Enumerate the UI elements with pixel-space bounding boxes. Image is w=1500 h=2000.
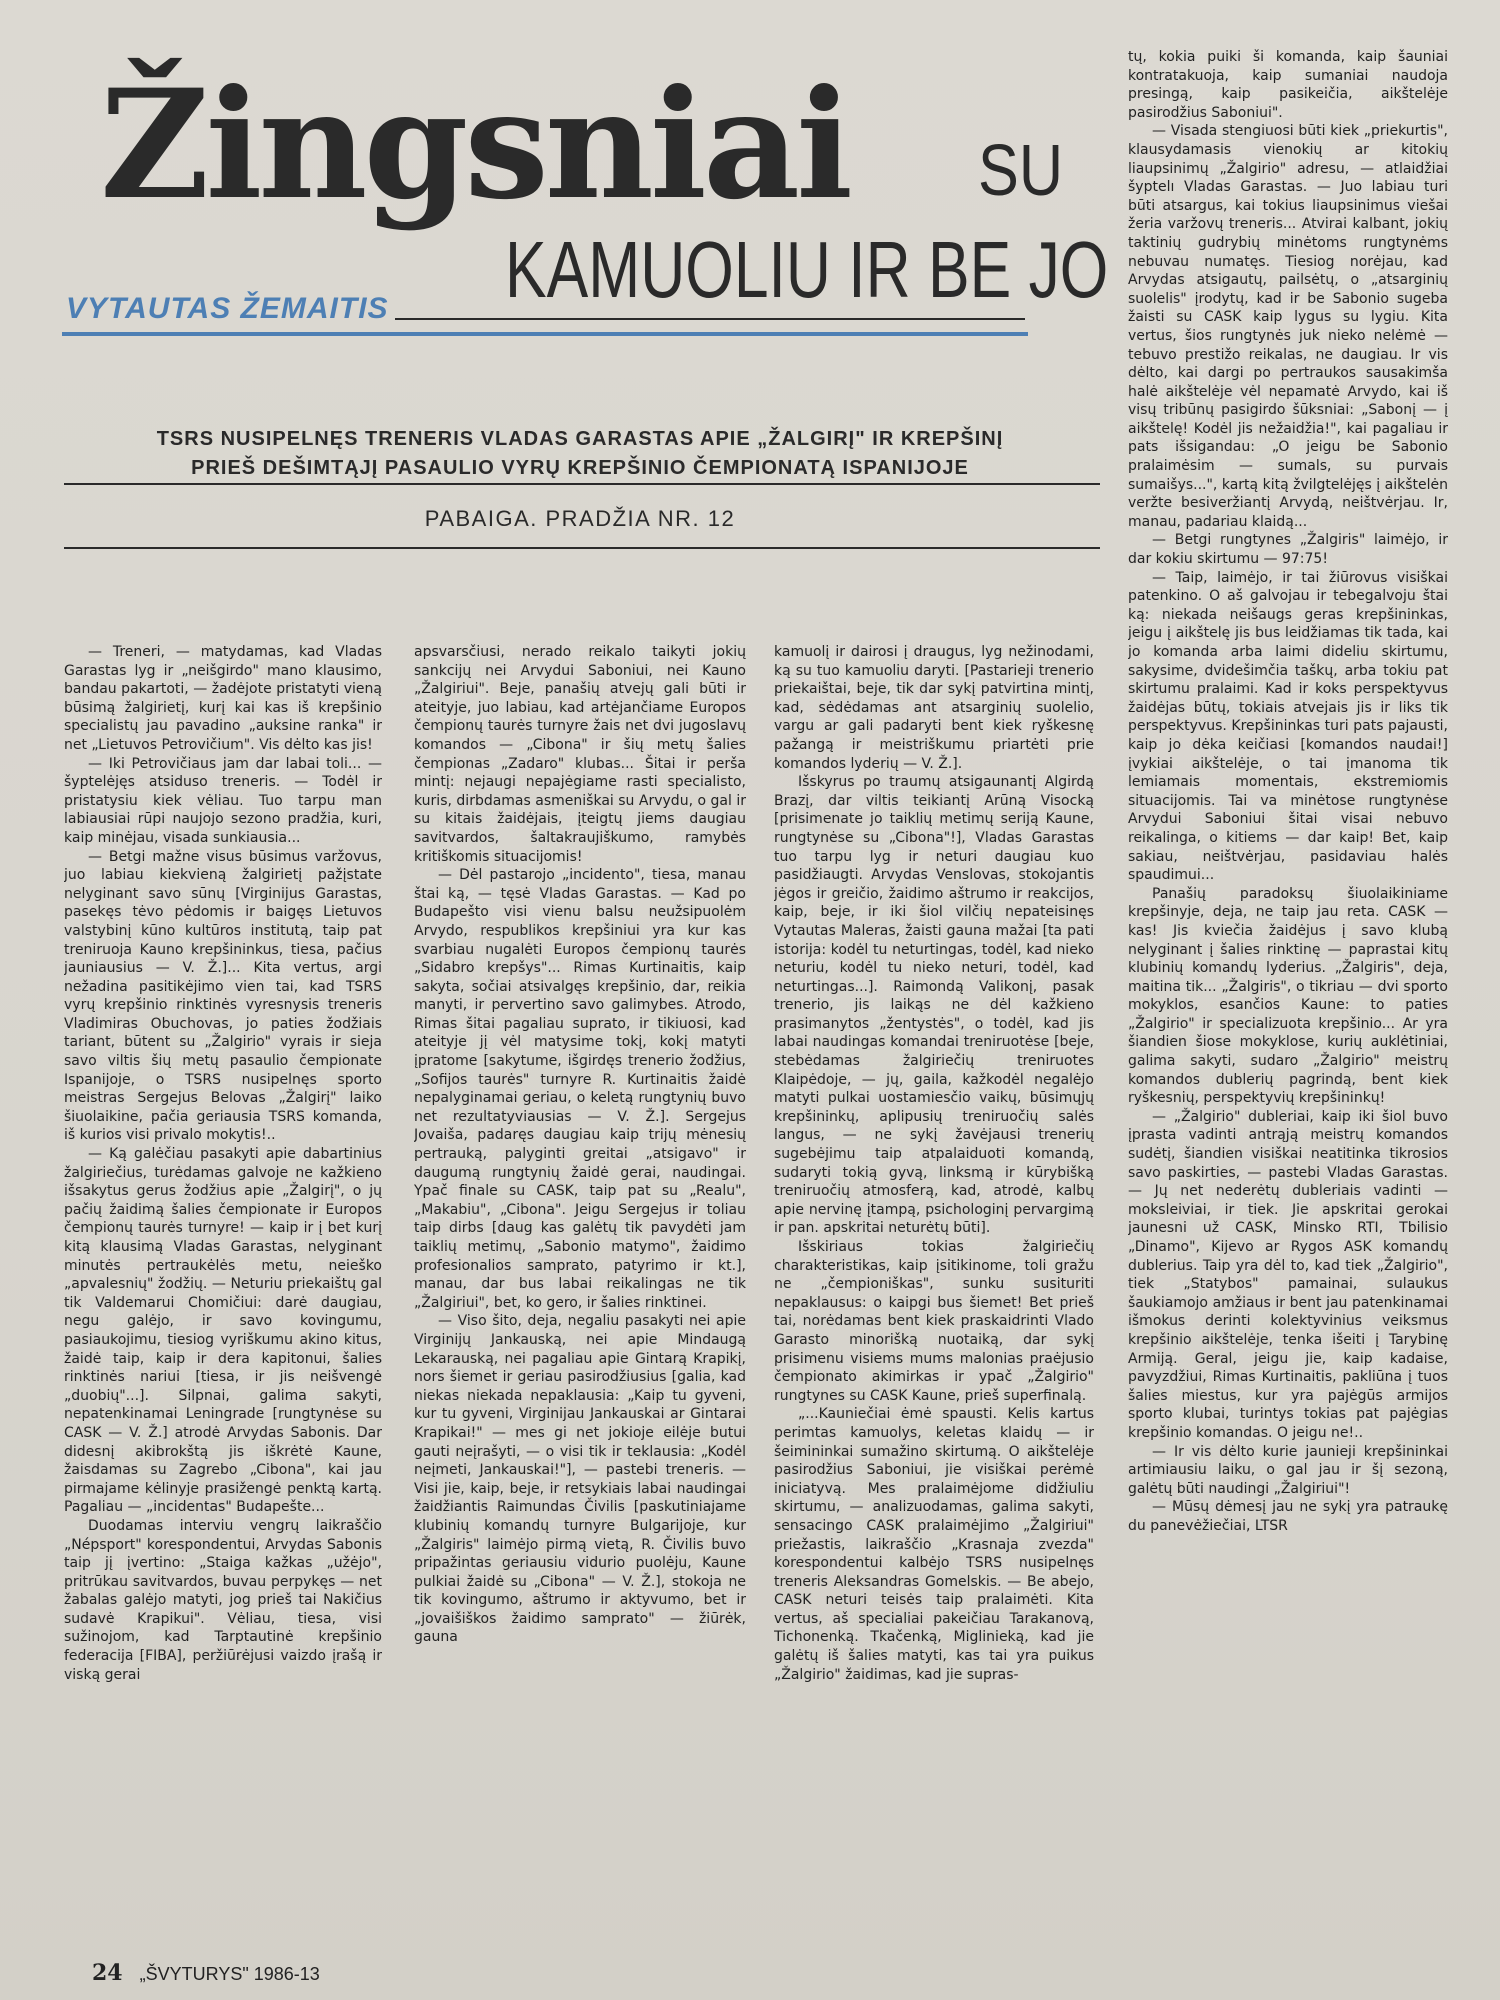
text-column-2 bbox=[414, 643, 746, 1965]
paragraph: — Iki Petrovičiaus jam dar labai toli... — šyptelėjęs atsiduso treneris. — Todėl ir pristatysiu kiek vėliau. Tuo tarpu man labiausiai rūpi naujojo sezono pradžia, kuri, kaip minėjau, visada sunkiausia... bbox=[64, 755, 382, 846]
headline-su: SU bbox=[978, 131, 1064, 211]
paragraph: Išskiriaus tokias žalgiriečių charakteristikas, kaip įsitikinome, toli gražu ne „čempioniškas", sunku susituriti nepaklausus: o kaipgi bus šiemet! Bet prieš tai, norėdamas bent kiek praskaidrinti Vlado Garasto minorišką nuotaiką, dar sykį prisimenu visiems mums malonias praėjusio čempionato akimirkas ir ypač „Žalgirio" rungtynes su CASK Kaune, prieš superfinalą. bbox=[774, 1239, 1094, 1404]
subhead-line-2: PRIEŠ DEŠIMTĄJĮ PASAULIO VYRŲ KREPŠINIO ČEMPIONATĄ ISPANIJOJE bbox=[191, 457, 969, 479]
paragraph: Duodamas interviu vengrų laikraščio „Népsport" korespondentui, Arvydas Sabonis taip jį įvertino: „Staiga kažkas „užėjo", pritrūkau savitvardos, buvau perpykęs — net žabalas galėjo matyti, jog prieš tai Nakičius sudavė Krapikui". Vėliau, tiesa, visi sužinojom, kad Tarptautinė krepšinio federacija [FIBA], peržiūrėjusi vaizdo įrašą ir viską gerai bbox=[64, 1517, 382, 1683]
paragraph: tų, kokia puiki ši komanda, kaip šauniai kontratakuoja, kaip sumaniai naudoja presingą, kaip pasikeičia, aikštelėje pasirodžius Saboniui". bbox=[1128, 49, 1448, 121]
paragraph: kamuolį ir dairosi į draugus, lyg nežinodami, ką su tuo kamuoliu daryti. [Pastarieji trenerio priekaištai, beje, tik dar sykį patvirtina mintį, kad, sėdėdamas ant atsarginių suolelio, vargu ar gali padaryti bent kiek ryškesnę pažangą ir meistriškumu priartėti prie komandos lyderių — V. Ž.]. bbox=[774, 644, 1094, 772]
divider-top bbox=[64, 483, 1100, 485]
headline-subtitle: KAMUOLIU IR BE JO bbox=[505, 225, 1109, 314]
paragraph: — Dėl pastarojo „incidento", tiesa, manau štai ką, — tęsė Vladas Garastas. — Kad po Budapešto visi vienu balsu neužsipuolėm Arvydo, respublikos krepšiniui yra kur kas svarbiau nugalėti Europos čempionų taurės „Sidabro krepšys"... Rimas Kurtinaitis, kaip sakyta, sočiai atsivalgęs krepšinio, dar, reikia manyti, ir pervertino savo galimybes. Atrodo, Rimas šitai pagaliau suprato, ir tikiuosi, kad ateityje jį vėl matysime tokį, kokį matyti įpratome [sakytume, išgirdęs trenerio žodžius, „Sofijos taurės" turnyre R. Kurtinaitis žaidė nepalyginamai geriau, o keletą rungtynių buvo net rezultatyviausias — V. Ž.]. Sergejus Jovaiša, padaręs daugiau kaip trijų mėnesių pertrauką, palyginti greitai „atsigavo" ir daugumą rungtynių žaidė gerai, naudingai. Ypač finale su CASK, taip pat su „Realu", „Makabiu", „Cibona". Jeigu Sergejus ir toliau taip dirbs [daug kas galėtų tik pavydėti jam taiklių metimų, „Sabonio matymo", žaidimo profesionalios samprato, patyrimo ir kt.], manau, dar bus labai reikalingas ne tik „Žalgiriui", bet, ko gero, ir šalies rinktinei. bbox=[414, 867, 746, 1311]
continuation-note: PABAIGA. PRADŽIA NR. 12 bbox=[424, 506, 736, 531]
paragraph: — Ką galėčiau pasakyti apie dabartinius žalgiriečius, turėdamas galvoje ne kažkieno išsakytus gerus žodžius apie „Žalgirį", o jų pačių žaidimą šalies čempionate ir Europos čempionų taurės turnyre! — kaip ir į bet kurį kitą klausimą Vladas Garastas, nelyginant minutės pertraukėlės metu, neieško „apvalesnių" žodžių. — Neturiu priekaištų gal tik Valdemarui Chomičiui: darė daugiau, negu galėjo, ir savo kovingumu, pasiaukojimu, tiesiog vyriškumu akino kitus, žaidė taip, kaip ir dera kapitonui, šalies rinktinės nariui [tiesa, ir jis neišvengė „duobių"...]. Silpnai, galima sakyti, nepatenkinamai Leningrade [rungtynėse su CASK — V. Ž.] atrodė Arvydas Sabonis. Dar didesnį akibrokštą jis iškrėtė Kaune, žaisdamas su Zagrebo „Cibona", kai jau pirmajame kėlinyje prasižengė penktą kartą. Pagaliau — „incidentas" Budapešte... bbox=[64, 1146, 382, 1516]
paragraph: Panašių paradoksų šiuolaikiniame krepšinyje, deja, ne taip jau reta. CASK — kas! Jis kviečia žaidėjus į savo klubą nelyginant į šalies rinktinę — paprastai kitų klubinių komandų lyderius. „Žalgiris", deja, maitina tik... „Žalgiris", o tikriau — dvi sporto mokyklos, esančios Kaune: to paties „Žalgirio" ir specializuota krepšinio... Ar yra šiandien šiose mokyklose, kurių auklėtiniai, galima sakyti, sudaro „Žalgirio" meistrų komandos dublerių pagrindą, bent kiek ryškesnių, perspektyvių krepšininkų! bbox=[1128, 885, 1448, 1107]
paragraph: — „Žalgirio" dubleriai, kaip iki šiol buvo įprasta vadinti antrąją meistrų komandos sudėtį, šiandien visiškai neatitinka tikrosios savo paskirties, — pastebi Vladas Garastas. — Jų net nederėtų dubleriais vadinti — moksleiviai, ir tiek. Jie apskritai gerokai jaunesni už CASK, Minsko RTI, Tbilisio „Dinamo", Kijevo ar Rygos ASK komandų dublerius. Taip yra dėl to, kad tiek „Žalgirio", tiek „Statybos" pamainai, sulaukus šaukiamojo amžiaus ir bent jau patenkinamai išmokus derinti kolektyvinius veiksmus krepšinio aikštelėje, tenka išeiti į Tarybinę Armiją. Geral, jeigu jie, kaip kadaise, pavyzdžiui, Rimas Kurtinaitis, pakliūna į tuos šalies miestus, kur yra pajėgūs armijos sporto klubai, turintys tokias pat pajėgias krepšinio komandas. O jeigu ne!.. bbox=[1128, 1108, 1448, 1441]
paragraph: — Treneri, — matydamas, kad Vladas Garastas lyg ir „neišgirdo" mano klausimo, bandau pakartoti, — žadėjote pristatyti vieną būsimą žalgirietį, kurį kai kas iš krepšinio specialistų jau pavadino „auksine ranka" ir net „Lietuvos Petrovičium". Vis dėlto kas jis! bbox=[64, 644, 382, 753]
paragraph: — Ir vis dėlto kurie jaunieji krepšininkai artimiausiu laiku, o gal jau ir šį sezoną, galėtų būti naudingi „Žalgiriui"! bbox=[1128, 1443, 1448, 1497]
paragraph: — Betgi mažne visus būsimus varžovus, juo labiau kiekvieną žalgirietį pažįstate nelyginant savo sūnų [Virginijus Garastas, pasekęs tėvo pėdomis ir baigęs Lietuvos valstybinį kūno kultūros institutą, taip pat treniruoja Kauno krepšininkus, tiesa, pačius jauniausius — V. Ž.]... Kita vertus, argi nežadina pasitikėjimo vien tai, kad TSRS vyrų krepšinio rinktinės vyresnysis treneris Vladimiras Obuchovas, jo paties žodžiais tariant, būtent su „Žalgirio" vyrais ir sieja savo viltis šių metų pasaulio čempionate Ispanijoje, o TSRS nusipelnęs sporto meistras Sergejus Belovas „Žalgirį" laiko šiuolaikine, pačia geriausia TSRS komanda, iš kurios visi privalo mokytis!.. bbox=[64, 848, 382, 1144]
text-column-1 bbox=[64, 643, 382, 1965]
paragraph: — Taip, laimėjo, ir tai žiūrovus visiškai patenkino. O aš galvojau ir tebegalvoju štai ką: niekada neišaugs geras krepšininkas, jeigu į aikštelę jis bus leidžiamas tik tada, kai jo komanda arba laimi dideliu skirtumu, sakysime, dvidešimčia taškų, arba tokiu pat skirtumu pralaimi. Kad ir koks perspektyvus žaidėjas būtų, tokiais atvejais jis ir liks tik perspektyvus. Krepšininkas turi pats pajausti, kaip jo dėka keičiasi [komandos naudai!] įvykiai aikštelėje, o tai įmanoma tik lemiamais momentais, ekstremiomis situacijomis. Tai va minėtose rungtynėse Arvydui Saboniui šitai visai nebuvo reikalinga, o kitiems — dar kaip! Bet, kaip sakiau, neištvėrjau, pasidaviau halės spaudimui... bbox=[1128, 569, 1448, 884]
divider-bottom bbox=[64, 547, 1100, 549]
paragraph: — Mūsų dėmesį jau ne sykį yra patraukę du panevėžiečiai, LTSR bbox=[1128, 1499, 1448, 1534]
publication-name: „ŠVYTURYS" 1986-13 bbox=[139, 1964, 320, 1984]
text-column-4 bbox=[1128, 48, 1448, 1946]
paragraph: Išskyrus po traumų atsigaunantį Algirdą Brazį, dar viltis teikiantį Arūną Visocką [prisimenate jo taiklių metimų seriją Kaune, rungtynėse su „Cibona"!], Vladas Garastas tuo tarpu lyg ir neturi daugiau kuo pasidžiaugti. Arvydas Venslovas, stokojantis jėgos ir greičio, žaidimo aštrumo ir reakcijos, kaip, beje, ir iki šiol vilčių nepateisinęs Vytautas Maleras, žaisti gauna mažai [ta pati istorija: kodėl tu neturtingas, todėl, kad nieko neturiu, kodėl tu nieko neturi, todėl, kad neturtingas...]. Raimondą Valikonį, pasak trenerio, jis laikąs ne dėl kažkieno prasimanytos „žentystės", o todėl, kad jis labai naudingas komandai treniruotėse [beje, stebėdamas žalgiriečių treniruotes Klaipėdoje, — jų, gaila, kažkodėl negalėjo matyti pulkai uostamiesčio vaikų, būsimųjų krepšininkų, aplipusių treniruočių salės langus, — ne sykį žavėjausi trenerių sugebėjimu taip atpalaiduoti komandą, sudaryti tokią gyvą, linksmą ir kūrybišką treniruočių atmosferą, kad, atrodė, kalbų apie nervinę įtampą, psichologinį pervargimą ir pan. apskritai neturėtų būti]. bbox=[774, 774, 1094, 1237]
text-column-3 bbox=[774, 643, 1094, 1965]
paragraph: — Visada stengiuosi būti kiek „priekurtis", klausydamasis vienokių ar kitokių liaupsinimų „Žalgirio" adresu, — atlaidžiai šyptelı Vladas Garastas. — Juo labiau turi būti atsargus, kai tokius liaupsinimus viešai žeria varžovų treneris... Atvirai kalbant, jokių taktinių gudrybių minėtoms rungtynėms nebuvau numatęs. Tiesiog norėjau, kad Arvydas atsigautų, pailsėtų, o „atsarginių suolelis" įrodytų, kad ir be Sabonio sugeba žaisti su CASK kaip lygus su lygiu. Kita vertus, šios rungtynės juk nieko nelėmė — tebuvo prestižo reikalas, ne daugiau. Ir vis dėlto, kai dargi po pertraukos sausakimša halė aikštelėje vėl nepamatė Arvydo, kai iš visų tribūnų pasigirdo šūksniai: „Sabonį — į aikštelę! Kodėl jis nežaidžia!", kai pagaliau ir pats išsigandau: „O jeigu be Sabonio pralaimėsim — sumals, su purvais sumaišys...", kartą kitą žvilgtelėjęs į aikštelėn veržte besiveržiantį Arvydą, neištvėrjau. Ir, manau, padariau klaidą... bbox=[1128, 123, 1448, 530]
paragraph: apsvarsčiusi, nerado reikalo taikyti jokių sankcijų nei Arvydui Saboniui, nei Kauno „Žalgiriui". Beje, panašių atvejų gali būti ir ateityje, juo labiau, kad artėjančiame Europos čempionų taurės turnyre žais net dvi jugoslavų komandos — „Cibona" ir šių metų šalies čempionas „Zadaro" klubas... Šitai ir peršа mintį: nejaugi nepajėgiame rasti specialisto, kuris, dirbdamas asmeniškai su Arvydu, o gal ir su kitais žaidėjais, įteigtų jiems daugiau savitvardos, šaltakraujiškumo, ramybės kritiškomis situacijomis! bbox=[414, 644, 746, 865]
headline-title: Žingsniai bbox=[100, 57, 850, 233]
subhead-line-1: TSRS NUSIPELNĘS TRENERIS VLADAS GARASTAS APIE „ŽALGIRĮ" IR KREPŠINĮ bbox=[156, 428, 1004, 450]
byline-underline bbox=[62, 332, 1028, 336]
paragraph: „...Kauniečiai ėmė spausti. Kelis kartus perimtas kamuolys, keletas klaidų — ir šeimininkai sumažino skirtumą. O aikštelėje pasirodžius Saboniui, jie visiškai perėmė iniciatyvą. Mes pralaimėjome didžiuliu skirtumu, — analizuodamas, galima sakyti, sensacingo CASK pralaimėjimo „Žalgiriui" priežastis, laikraščio „Krasnaja zvezda" korespondentui kalbėjo TSRS nusipelnęs treneris Aleksandras Gomelskis. — Be abejo, CASK neturi teisės taip pralaimėti. Kita vertus, aš specialiai pakeičiau Tarakanovą, Tichonenką. Tkačenką, Miglinieką, kad jie galėtų iš šalies matyti, kas tai yra puikus „Žalgirio" žaidimas, kad jie supras- bbox=[774, 1406, 1094, 1683]
paragraph: — Viso šito, deja, negaliu pasakyti nei apie Virginijų Jankauską, nei apie Mindaugą Lekarauską, nei pagaliau apie Gintarą Krapikį, nors šiemet ir geriau pasirodžiusius [galia, kad niekas niekada nepaklausia: „Kaip tu gyveni, kur tu gyveni, Virginijau Jankauskai ar Gintarai Krapikai!" — mes gi net jokioje eilėje butui gauti neįrašyti, — o visi tik ir teklausia: „Kodėl neįmeti, Jankauskai!"], — pastebi treneris. — Visi jie, kaip, beje, ir retsykiais labai naudingai žaidžiantis Raimundas Čivilis [paskutiniajame klubinių komandų turnyre Bulgarijoje, kur „Žalgiris" laimėjo pirmą vietą, R. Čivilis buvo pripažintas geriausiu vidurio puolėju, Kaune pulkiai žaidė su „Cibona" — V. Ž.], stokoja ne tik kovingumo, aštrumo ir aktyvumo, bet ir „jovaišiškos žaidimo samprato" — žiūrėk, gauna bbox=[414, 1313, 746, 1646]
title-underline bbox=[395, 318, 1025, 320]
article-subhead bbox=[60, 425, 1100, 483]
page-footer bbox=[92, 1960, 320, 1986]
paragraph: — Betgi rungtynes „Žalgiris" laimėjo, ir dar kokiu skirtumu — 97:75! bbox=[1128, 532, 1448, 568]
author-byline: VYTAUTAS ŽEMAITIS bbox=[66, 292, 389, 325]
page-number: 24 bbox=[92, 1960, 123, 1986]
